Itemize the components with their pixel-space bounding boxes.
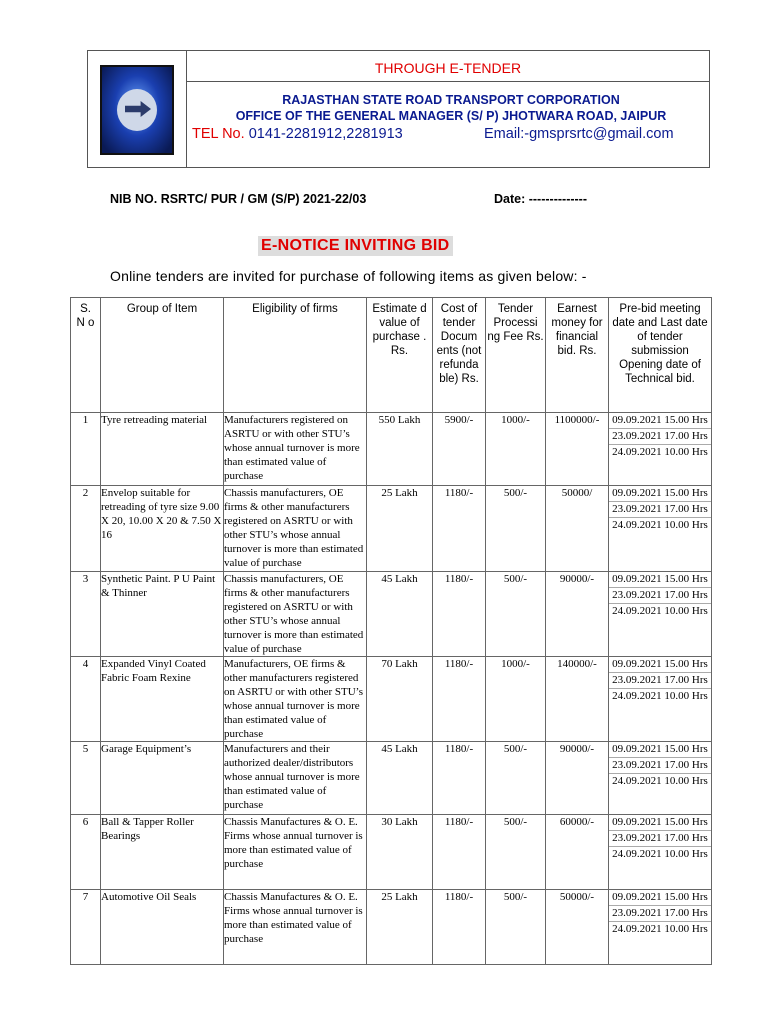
row-estimate: 30 Lakh [367, 815, 433, 890]
row-estimate: 45 Lakh [367, 742, 433, 815]
row-earnest-money: 60000/- [546, 815, 609, 890]
row-processing-fee: 1000/- [486, 657, 546, 742]
prebid-date: 24.09.2021 10.00 Hrs [612, 923, 708, 935]
tel-label: TEL No. [192, 126, 245, 142]
header-estimate: Estimate d value of purchase . Rs. [367, 298, 433, 413]
row-processing-fee: 500/- [486, 572, 546, 657]
row-processing-fee: 500/- [486, 815, 546, 890]
row-cost: 5900/- [433, 413, 486, 486]
row-cost: 1180/- [433, 742, 486, 815]
row-sno: 6 [71, 815, 101, 890]
row-processing-fee: 500/- [486, 890, 546, 965]
row-cost: 1180/- [433, 486, 486, 572]
prebid-date: 24.09.2021 10.00 Hrs [612, 775, 708, 787]
row-cost: 1180/- [433, 572, 486, 657]
header-eligibility: Eligibility of firms [224, 298, 367, 413]
row-cost: 1180/- [433, 890, 486, 965]
row-sno: 5 [71, 742, 101, 815]
row-eligibility: Chassis Manufactures & O. E. Firms whose annual turnover is more than estimated value of purchase [224, 815, 367, 890]
row-processing-fee: 500/- [486, 742, 546, 815]
row-eligibility: Manufacturers, OE firms & other manufacturers registered on ASRTU or with other STU’s whose annual turnover is more than estimated value of purchase [224, 657, 367, 742]
row-earnest-money: 1100000/- [546, 413, 609, 486]
row-group: Garage Equipment’s [101, 742, 224, 815]
prebid-date: 09.09.2021 15.00 Hrs [609, 890, 711, 906]
row-earnest-money: 90000/- [546, 572, 609, 657]
row-earnest-money: 90000/- [546, 742, 609, 815]
row-earnest-money: 50000/- [546, 890, 609, 965]
table-row [71, 486, 712, 572]
header-processing: Tender Processi ng Fee Rs. [486, 298, 546, 413]
row-processing-fee: 500/- [486, 486, 546, 572]
header-group: Group of Item [101, 298, 224, 413]
office-address: OFFICE OF THE GENERAL MANAGER (S/ P) JHOTWARA ROAD, JAIPUR [235, 109, 667, 123]
intro-text: Online tenders are invited for purchase of following items as given below: - [110, 268, 587, 284]
row-prebid-dates [609, 572, 712, 657]
prebid-date: 23.09.2021 17.00 Hrs [609, 758, 711, 774]
prebid-date: 24.09.2021 10.00 Hrs [612, 519, 708, 531]
row-eligibility: Chassis manufacturers, OE firms & other manufacturers registered on ASRTU or with other STU’s whose annual turnover is more than estimated value of purchase [224, 486, 367, 572]
email: Email:-gmsprsrtc@gmail.com [484, 126, 674, 142]
page-title: E-NOTICE INVITING BID [258, 236, 453, 256]
prebid-date: 23.09.2021 17.00 Hrs [609, 906, 711, 922]
prebid-date: 24.09.2021 10.00 Hrs [612, 446, 708, 458]
prebid-date: 09.09.2021 15.00 Hrs [609, 657, 711, 673]
notice-date: Date: -------------- [494, 192, 588, 206]
row-estimate: 25 Lakh [367, 486, 433, 572]
table-row [71, 890, 712, 965]
header-cost: Cost of tender Docum ents (not refunda ble) Rs. [433, 298, 486, 413]
table-header-row [71, 298, 712, 413]
header-prebid: Pre-bid meeting date and Last date of tender submission Opening date of Technical bid. [609, 298, 712, 413]
row-estimate: 70 Lakh [367, 657, 433, 742]
row-eligibility: Manufacturers and their authorized dealer/distributors whose annual turnover is more than estimated value of purchase [224, 742, 367, 815]
row-estimate: 25 Lakh [367, 890, 433, 965]
row-sno: 2 [71, 486, 101, 572]
prebid-date: 23.09.2021 17.00 Hrs [609, 429, 711, 445]
row-earnest-money: 50000/ [546, 486, 609, 572]
prebid-date: 23.09.2021 17.00 Hrs [609, 673, 711, 689]
row-earnest-money: 140000/- [546, 657, 609, 742]
row-estimate: 45 Lakh [367, 572, 433, 657]
prebid-date: 09.09.2021 15.00 Hrs [609, 413, 711, 429]
row-cost: 1180/- [433, 657, 486, 742]
row-eligibility: Chassis Manufactures & O. E. Firms whose annual turnover is more than estimated value of purchase [224, 890, 367, 965]
prebid-date: 24.09.2021 10.00 Hrs [612, 848, 708, 860]
prebid-date: 24.09.2021 10.00 Hrs [612, 690, 708, 702]
table-row [71, 815, 712, 890]
row-sno: 1 [71, 413, 101, 486]
row-prebid-dates [609, 486, 712, 572]
row-group: Automotive Oil Seals [101, 890, 224, 965]
prebid-date: 09.09.2021 15.00 Hrs [609, 815, 711, 831]
header-sno: S. N o [71, 298, 101, 413]
row-group: Expanded Vinyl Coated Fabric Foam Rexine [101, 657, 224, 742]
row-prebid-dates [609, 890, 712, 965]
table-row [71, 572, 712, 657]
row-eligibility: Manufacturers registered on ASRTU or with other STU’s whose annual turnover is more than estimated value of purchase [224, 413, 367, 486]
row-group: Synthetic Paint. P U Paint & Thinner [101, 572, 224, 657]
row-prebid-dates [609, 657, 712, 742]
row-prebid-dates [609, 413, 712, 486]
rsrtc-logo-icon [100, 65, 174, 155]
row-prebid-dates [609, 742, 712, 815]
table-row [71, 413, 712, 486]
prebid-date: 09.09.2021 15.00 Hrs [609, 572, 711, 588]
tel-numbers: 0141-2281912,2281913 [248, 126, 403, 142]
row-processing-fee: 1000/- [486, 413, 546, 486]
telephone [192, 126, 403, 142]
row-eligibility: Chassis manufacturers, OE firms & other manufacturers registered on ASRTU or with other STU’s whose annual turnover is more than estimated value of purchase [224, 572, 367, 657]
prebid-date: 09.09.2021 15.00 Hrs [609, 486, 711, 502]
row-group: Envelop suitable for retreading of tyre size 9.00 X 20, 10.00 X 20 & 7.50 X 16 [101, 486, 224, 572]
row-sno: 4 [71, 657, 101, 742]
table-row [71, 742, 712, 815]
tender-mode: THROUGH E-TENDER [187, 51, 709, 82]
prebid-date: 09.09.2021 15.00 Hrs [609, 742, 711, 758]
prebid-date: 23.09.2021 17.00 Hrs [609, 588, 711, 604]
row-cost: 1180/- [433, 815, 486, 890]
row-group: Ball & Tapper Roller Bearings [101, 815, 224, 890]
prebid-date: 23.09.2021 17.00 Hrs [609, 502, 711, 518]
letterhead [87, 50, 710, 168]
row-estimate: 550 Lakh [367, 413, 433, 486]
bid-table [70, 297, 712, 965]
row-sno: 3 [71, 572, 101, 657]
row-sno: 7 [71, 890, 101, 965]
row-group: Tyre retreading material [101, 413, 224, 486]
header-earnest: Earnest money for financial bid. Rs. [546, 298, 609, 413]
prebid-date: 24.09.2021 10.00 Hrs [612, 605, 708, 617]
prebid-date: 23.09.2021 17.00 Hrs [609, 831, 711, 847]
nib-number: NIB NO. RSRTC/ PUR / GM (S/P) 2021-22/03 [110, 192, 367, 206]
row-prebid-dates [609, 815, 712, 890]
org-name: RAJASTHAN STATE ROAD TRANSPORT CORPORATION [282, 93, 620, 107]
logo-cell [88, 51, 187, 167]
table-row [71, 657, 712, 742]
